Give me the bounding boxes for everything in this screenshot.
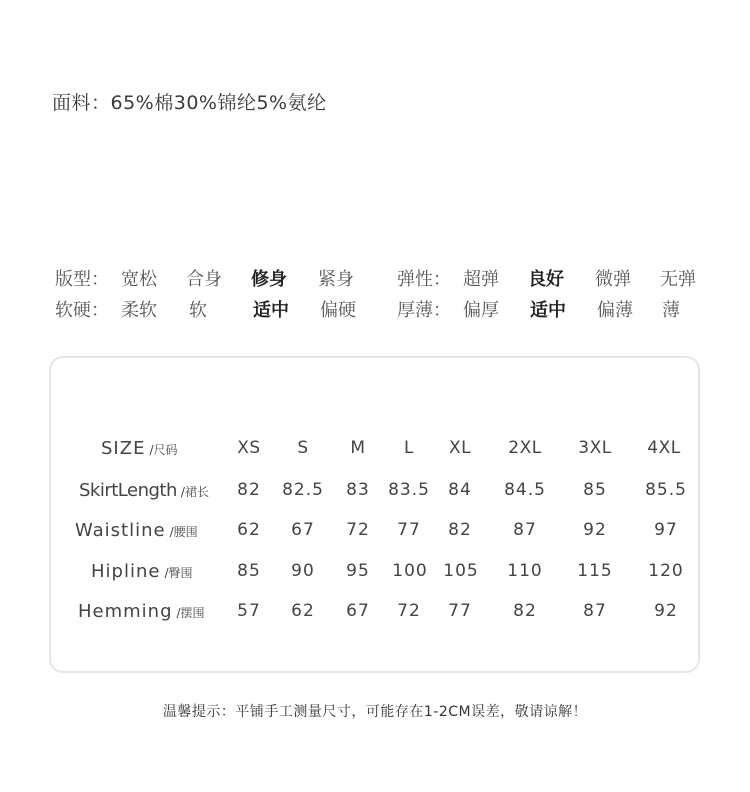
fit-option-slim-selected: 修身	[251, 269, 287, 290]
fit-option-loose: 宽松	[121, 269, 157, 290]
table-cell: 115	[577, 561, 613, 581]
table-cell: 72	[346, 520, 370, 540]
row-label-hemming	[78, 601, 205, 622]
table-cell: 92	[654, 601, 678, 621]
table-cell: 84.5	[504, 480, 546, 500]
size-col-2xl: 2XL	[508, 438, 542, 458]
softness-label: 软硬：	[55, 300, 109, 321]
row-label-waistline-cn: /腰围	[169, 525, 198, 539]
fit-option-tight: 紧身	[318, 269, 354, 290]
row-label-hipline	[91, 561, 193, 582]
row-label-skirt-length-en: SkirtLength	[79, 480, 177, 501]
table-cell: 83.5	[388, 480, 430, 500]
thickness-option-thin: 薄	[662, 300, 680, 321]
table-cell: 92	[583, 520, 607, 540]
size-col-m: M	[350, 438, 366, 458]
row-label-waistline	[75, 520, 198, 541]
elasticity-option-super: 超弹	[463, 269, 499, 290]
measurement-notice: 温馨提示：平铺手工测量尺寸，可能存在1-2CM误差，敬请谅解！	[162, 704, 588, 720]
elasticity-option-slight: 微弹	[595, 269, 631, 290]
table-cell: 82	[513, 601, 537, 621]
table-cell: 72	[397, 601, 421, 621]
row-label-hipline-cn: /臀围	[164, 566, 193, 580]
table-cell: 110	[507, 561, 543, 581]
row-label-hemming-cn: /摆围	[176, 606, 205, 620]
thickness-option-medium-selected: 适中	[530, 300, 566, 321]
table-cell: 95	[346, 561, 370, 581]
table-cell: 82	[237, 480, 261, 500]
elasticity-label: 弹性：	[397, 269, 451, 290]
size-col-xs: XS	[237, 438, 261, 458]
size-col-3xl: 3XL	[578, 438, 612, 458]
table-cell: 77	[448, 601, 472, 621]
table-cell: 85	[237, 561, 261, 581]
table-cell: 67	[346, 601, 370, 621]
table-cell: 62	[237, 520, 261, 540]
table-cell: 82.5	[282, 480, 324, 500]
row-label-hipline-en: Hipline	[91, 561, 161, 582]
table-cell: 97	[654, 520, 678, 540]
size-chart-card	[49, 356, 700, 673]
softness-option-soft: 软	[189, 300, 207, 321]
softness-option-medium-selected: 适中	[253, 300, 289, 321]
fit-option-regular: 合身	[186, 269, 222, 290]
elasticity-option-good-selected: 良好	[528, 269, 564, 290]
table-cell: 84	[448, 480, 472, 500]
thickness-option-thick: 偏厚	[463, 300, 499, 321]
size-col-s: S	[297, 438, 309, 458]
table-cell: 87	[513, 520, 537, 540]
softness-option-very-soft: 柔软	[121, 300, 157, 321]
table-cell: 100	[392, 561, 428, 581]
table-cell: 120	[648, 561, 684, 581]
size-col-l: L	[404, 438, 414, 458]
size-col-4xl: 4XL	[647, 438, 681, 458]
thickness-option-thinnish: 偏薄	[597, 300, 633, 321]
table-cell: 77	[397, 520, 421, 540]
row-label-waistline-en: Waistline	[75, 520, 166, 541]
row-label-skirt-length-cn: /裙长	[180, 485, 209, 499]
table-cell: 83	[346, 480, 370, 500]
thickness-label: 厚薄：	[397, 300, 451, 321]
fabric-composition: 面料：65%棉30%锦纶5%氨纶	[52, 92, 327, 114]
size-header-label	[101, 438, 178, 459]
table-cell: 62	[291, 601, 315, 621]
size-header-label-cn: /尺码	[149, 443, 178, 457]
softness-option-hard: 偏硬	[320, 300, 356, 321]
row-label-hemming-en: Hemming	[78, 601, 173, 622]
table-cell: 67	[291, 520, 315, 540]
fit-label: 版型：	[55, 269, 109, 290]
elasticity-option-none: 无弹	[660, 269, 696, 290]
table-cell: 82	[448, 520, 472, 540]
table-cell: 57	[237, 601, 261, 621]
table-cell: 85	[583, 480, 607, 500]
size-col-xl: XL	[448, 438, 472, 458]
table-cell: 85.5	[645, 480, 687, 500]
size-header-label-en: SIZE	[101, 438, 146, 459]
table-cell: 90	[291, 561, 315, 581]
table-cell: 87	[583, 601, 607, 621]
table-cell: 105	[443, 561, 479, 581]
row-label-skirt-length	[79, 480, 209, 501]
